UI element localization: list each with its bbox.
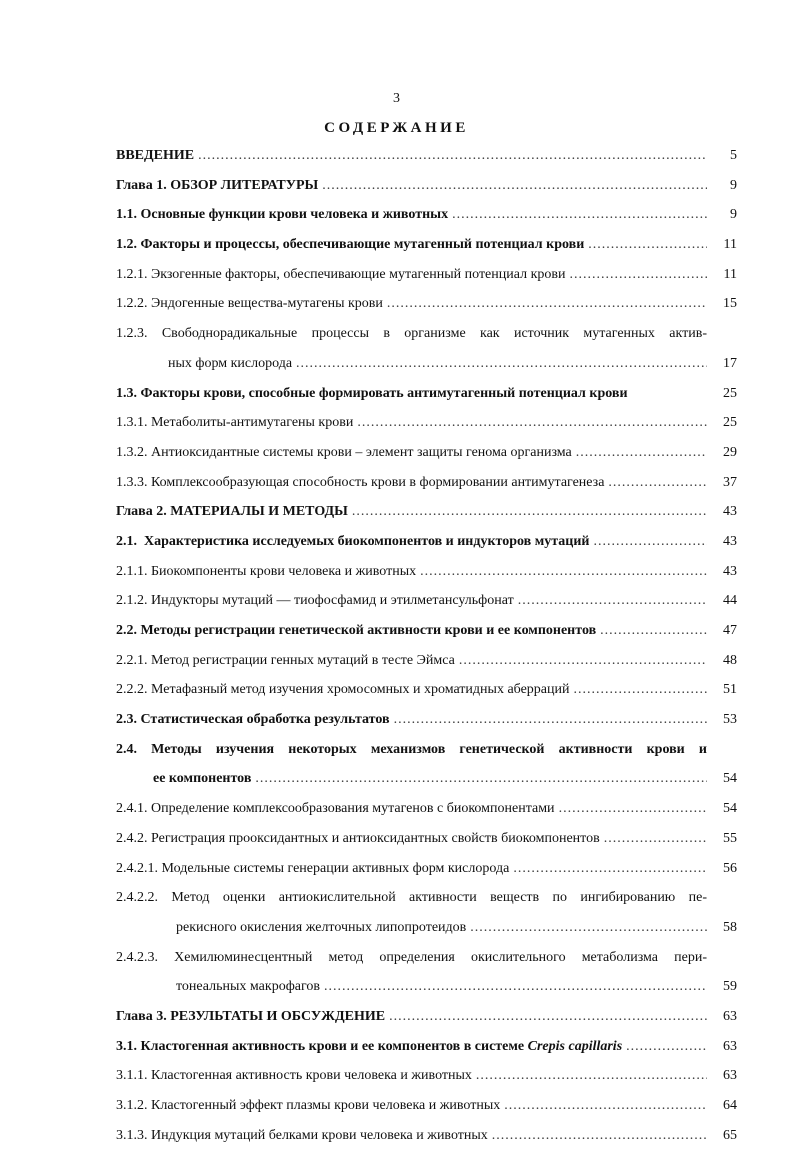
toc-entry-text: 1.3.2. Антиоксидантные системы крови – элемент защиты генома организма — [116, 444, 572, 460]
toc-entry-page: 47 — [723, 623, 737, 638]
toc-entry-text: 3.1. Кластогенная активность крови и ее компонентов в системе — [116, 1038, 528, 1054]
toc-entry-text: рекисного окисления желточных липопротеидов — [176, 919, 467, 935]
toc-entry-page: 25 — [723, 415, 737, 431]
toc-entry-page: 5 — [730, 148, 737, 163]
toc-entry[interactable] — [116, 795, 737, 825]
toc-entry-text: 2.4.2.2. Метод оценки антиокислительной активности веществ по ингибированию пе- — [116, 890, 707, 906]
toc-entry-text: 2.1.1. Биокомпоненты крови человека и животных — [116, 563, 417, 579]
toc-entry-page: 56 — [723, 860, 737, 876]
toc-entry-text: Глава 2. МАТЕРИАЛЫ И МЕТОДЫ — [116, 504, 348, 520]
page-title: СОДЕРЖАНИЕ — [324, 120, 469, 136]
toc-entry[interactable] — [116, 498, 737, 528]
toc-entry-text: 1.2.2. Эндогенные вещества-мутагены крови — [116, 296, 383, 312]
toc-entry-page: 43 — [723, 533, 737, 549]
toc-entry-page: 55 — [723, 830, 737, 846]
toc-entry[interactable] — [116, 855, 737, 885]
toc-entry-text: 2.4. Методы изучения некоторых механизмов генетической активности крови и — [116, 741, 707, 757]
toc-entry[interactable] — [116, 172, 737, 202]
toc-entry-page: 11 — [723, 237, 737, 253]
toc-entry-text: 2.2. Методы регистрации генетической активности крови и ее компонентов — [116, 623, 597, 638]
toc-entry-page: 29 — [723, 444, 737, 460]
toc-entry-text: 2.1. Характеристика исследуемых биокомпонентов и индукторов мутаций — [116, 533, 590, 549]
toc-entry-page: 53 — [723, 712, 737, 728]
toc-entry-text: 2.4.2.3. Хемилюминесцентный метод определения окислительного метаболизма пери- — [116, 949, 707, 965]
toc-entry-text: 1.3.1. Метаболиты-антимутагены крови — [116, 415, 354, 431]
toc-entry[interactable] — [116, 706, 737, 736]
toc-entry[interactable] — [116, 1092, 737, 1122]
toc-entry[interactable] — [116, 587, 737, 617]
toc-entry[interactable] — [116, 1062, 737, 1092]
toc-entry-page: 54 — [723, 801, 737, 817]
toc-entry-page: 25 — [723, 385, 737, 401]
toc-entry[interactable] — [116, 558, 737, 588]
toc-entry[interactable] — [116, 1033, 737, 1063]
toc-entry-text: 1.1. Основные функции крови человека и животных — [116, 207, 449, 223]
toc-entry[interactable] — [116, 825, 737, 855]
toc-entry-text: Глава 1. ОБЗОР ЛИТЕРАТУРЫ — [116, 177, 319, 193]
toc-entry-page: 9 — [730, 207, 737, 223]
toc-entry-page: 37 — [723, 474, 737, 490]
toc-entry-text: ее компонентов — [153, 771, 252, 787]
toc-entry-page: 43 — [723, 563, 737, 579]
toc-entry-page: 64 — [723, 1098, 737, 1113]
toc-entry-page: 43 — [723, 504, 737, 520]
toc-entry[interactable] — [116, 409, 737, 439]
toc-entry-text: 3.1.2. Кластогенный эффект плазмы крови человека и животных — [116, 1098, 501, 1113]
toc-entry-text: 1.2.1. Экзогенные факторы, обеспечивающие мутагенный потенциал крови — [116, 266, 566, 282]
toc-entry-text: 2.3. Статистическая обработка результатов — [116, 712, 390, 728]
toc-entry-page: 63 — [723, 1038, 737, 1054]
toc-entry-page: 54 — [723, 771, 737, 787]
toc-entry-text: 2.4.1. Определение комплексообразования мутагенов с биокомпонентами — [116, 801, 555, 817]
page-number: 3 — [393, 91, 400, 106]
toc-entry-text: ВВЕДЕНИЕ — [116, 148, 195, 163]
toc-entry-page: 58 — [723, 919, 737, 935]
toc-entry[interactable] — [116, 142, 737, 172]
toc-entry-page: 48 — [723, 652, 737, 668]
toc-entry[interactable] — [116, 1122, 737, 1151]
toc-entry-text: 1.3. Факторы крови, способные формировать антимутагенный потенциал крови — [116, 385, 628, 401]
toc-entry[interactable] — [116, 647, 737, 677]
toc-entry-text: ных форм кислорода — [168, 355, 293, 371]
toc-entry-page: 65 — [723, 1127, 737, 1143]
toc-entry-page: 11 — [723, 266, 737, 282]
toc-entry-text: 2.1.2. Индукторы мутаций — тиофосфамид и этилметансульфонат — [116, 593, 514, 609]
toc-entry[interactable] — [116, 1003, 737, 1033]
toc-entry-page: 44 — [723, 593, 737, 609]
toc-entry[interactable] — [116, 439, 737, 469]
toc-entry[interactable] — [116, 617, 737, 647]
toc-entry-page: 9 — [730, 177, 737, 193]
toc-entry-text: 3.1.1. Кластогенная активность крови человека и животных — [116, 1068, 472, 1084]
toc-entry[interactable] — [116, 380, 737, 410]
toc-entry[interactable] — [116, 736, 737, 766]
toc-entry-text: 2.4.2.1. Модельные системы генерации активных форм кислорода — [116, 860, 510, 876]
toc-entry-page: 15 — [723, 296, 737, 312]
toc-entry-continuation[interactable] — [116, 765, 737, 795]
toc-entry[interactable] — [116, 676, 737, 706]
toc-entry-text: Глава 3. РЕЗУЛЬТАТЫ И ОБСУЖДЕНИЕ — [116, 1008, 386, 1024]
toc-entry[interactable] — [116, 469, 737, 499]
toc-entry[interactable] — [116, 231, 737, 261]
toc-entry-page: 17 — [723, 355, 737, 371]
toc-entry-text: 2.2.1. Метод регистрации генных мутаций в тесте Эймса — [116, 652, 455, 668]
toc-entry-text: 1.3.3. Комплексообразующая способность крови в формировании антимутагенеза — [116, 474, 605, 490]
toc-entry[interactable] — [116, 201, 737, 231]
toc-entry[interactable] — [116, 528, 737, 558]
toc-entry-text-italic: Crepis capillaris — [527, 1038, 623, 1054]
toc-entry-text: тонеальных макрофагов — [176, 979, 320, 995]
toc-entry-continuation[interactable] — [116, 973, 737, 1003]
toc-entry-text: 1.2.3. Свободнорадикальные процессы в организме как источник мутагенных актив- — [116, 326, 707, 342]
toc-entry-text: 2.2.2. Метафазный метод изучения хромосомных и хроматидных аберраций — [116, 682, 570, 698]
toc-entry[interactable] — [116, 944, 737, 974]
toc-entry-continuation[interactable] — [116, 914, 737, 944]
toc-entry[interactable] — [116, 320, 737, 350]
toc-entry[interactable] — [116, 884, 737, 914]
toc-entry-continuation[interactable] — [116, 350, 737, 380]
toc-entry-text: 3.1.3. Индукция мутаций белками крови человека и животных — [116, 1127, 488, 1143]
toc-entry-page: 59 — [723, 979, 737, 995]
toc-entry-page: 51 — [723, 682, 737, 698]
toc-entry-text: 1.2. Факторы и процессы, обеспечивающие мутагенный потенциал крови — [116, 237, 585, 253]
toc-entry[interactable] — [116, 290, 737, 320]
toc-entry-text: 2.4.2. Регистрация прооксидантных и антиоксидантных свойств биокомпонентов — [116, 830, 600, 846]
table-of-contents — [116, 142, 737, 1151]
toc-entry[interactable] — [116, 261, 737, 291]
toc-entry-page: 63 — [723, 1068, 737, 1084]
toc-entry-page: 63 — [723, 1008, 737, 1024]
